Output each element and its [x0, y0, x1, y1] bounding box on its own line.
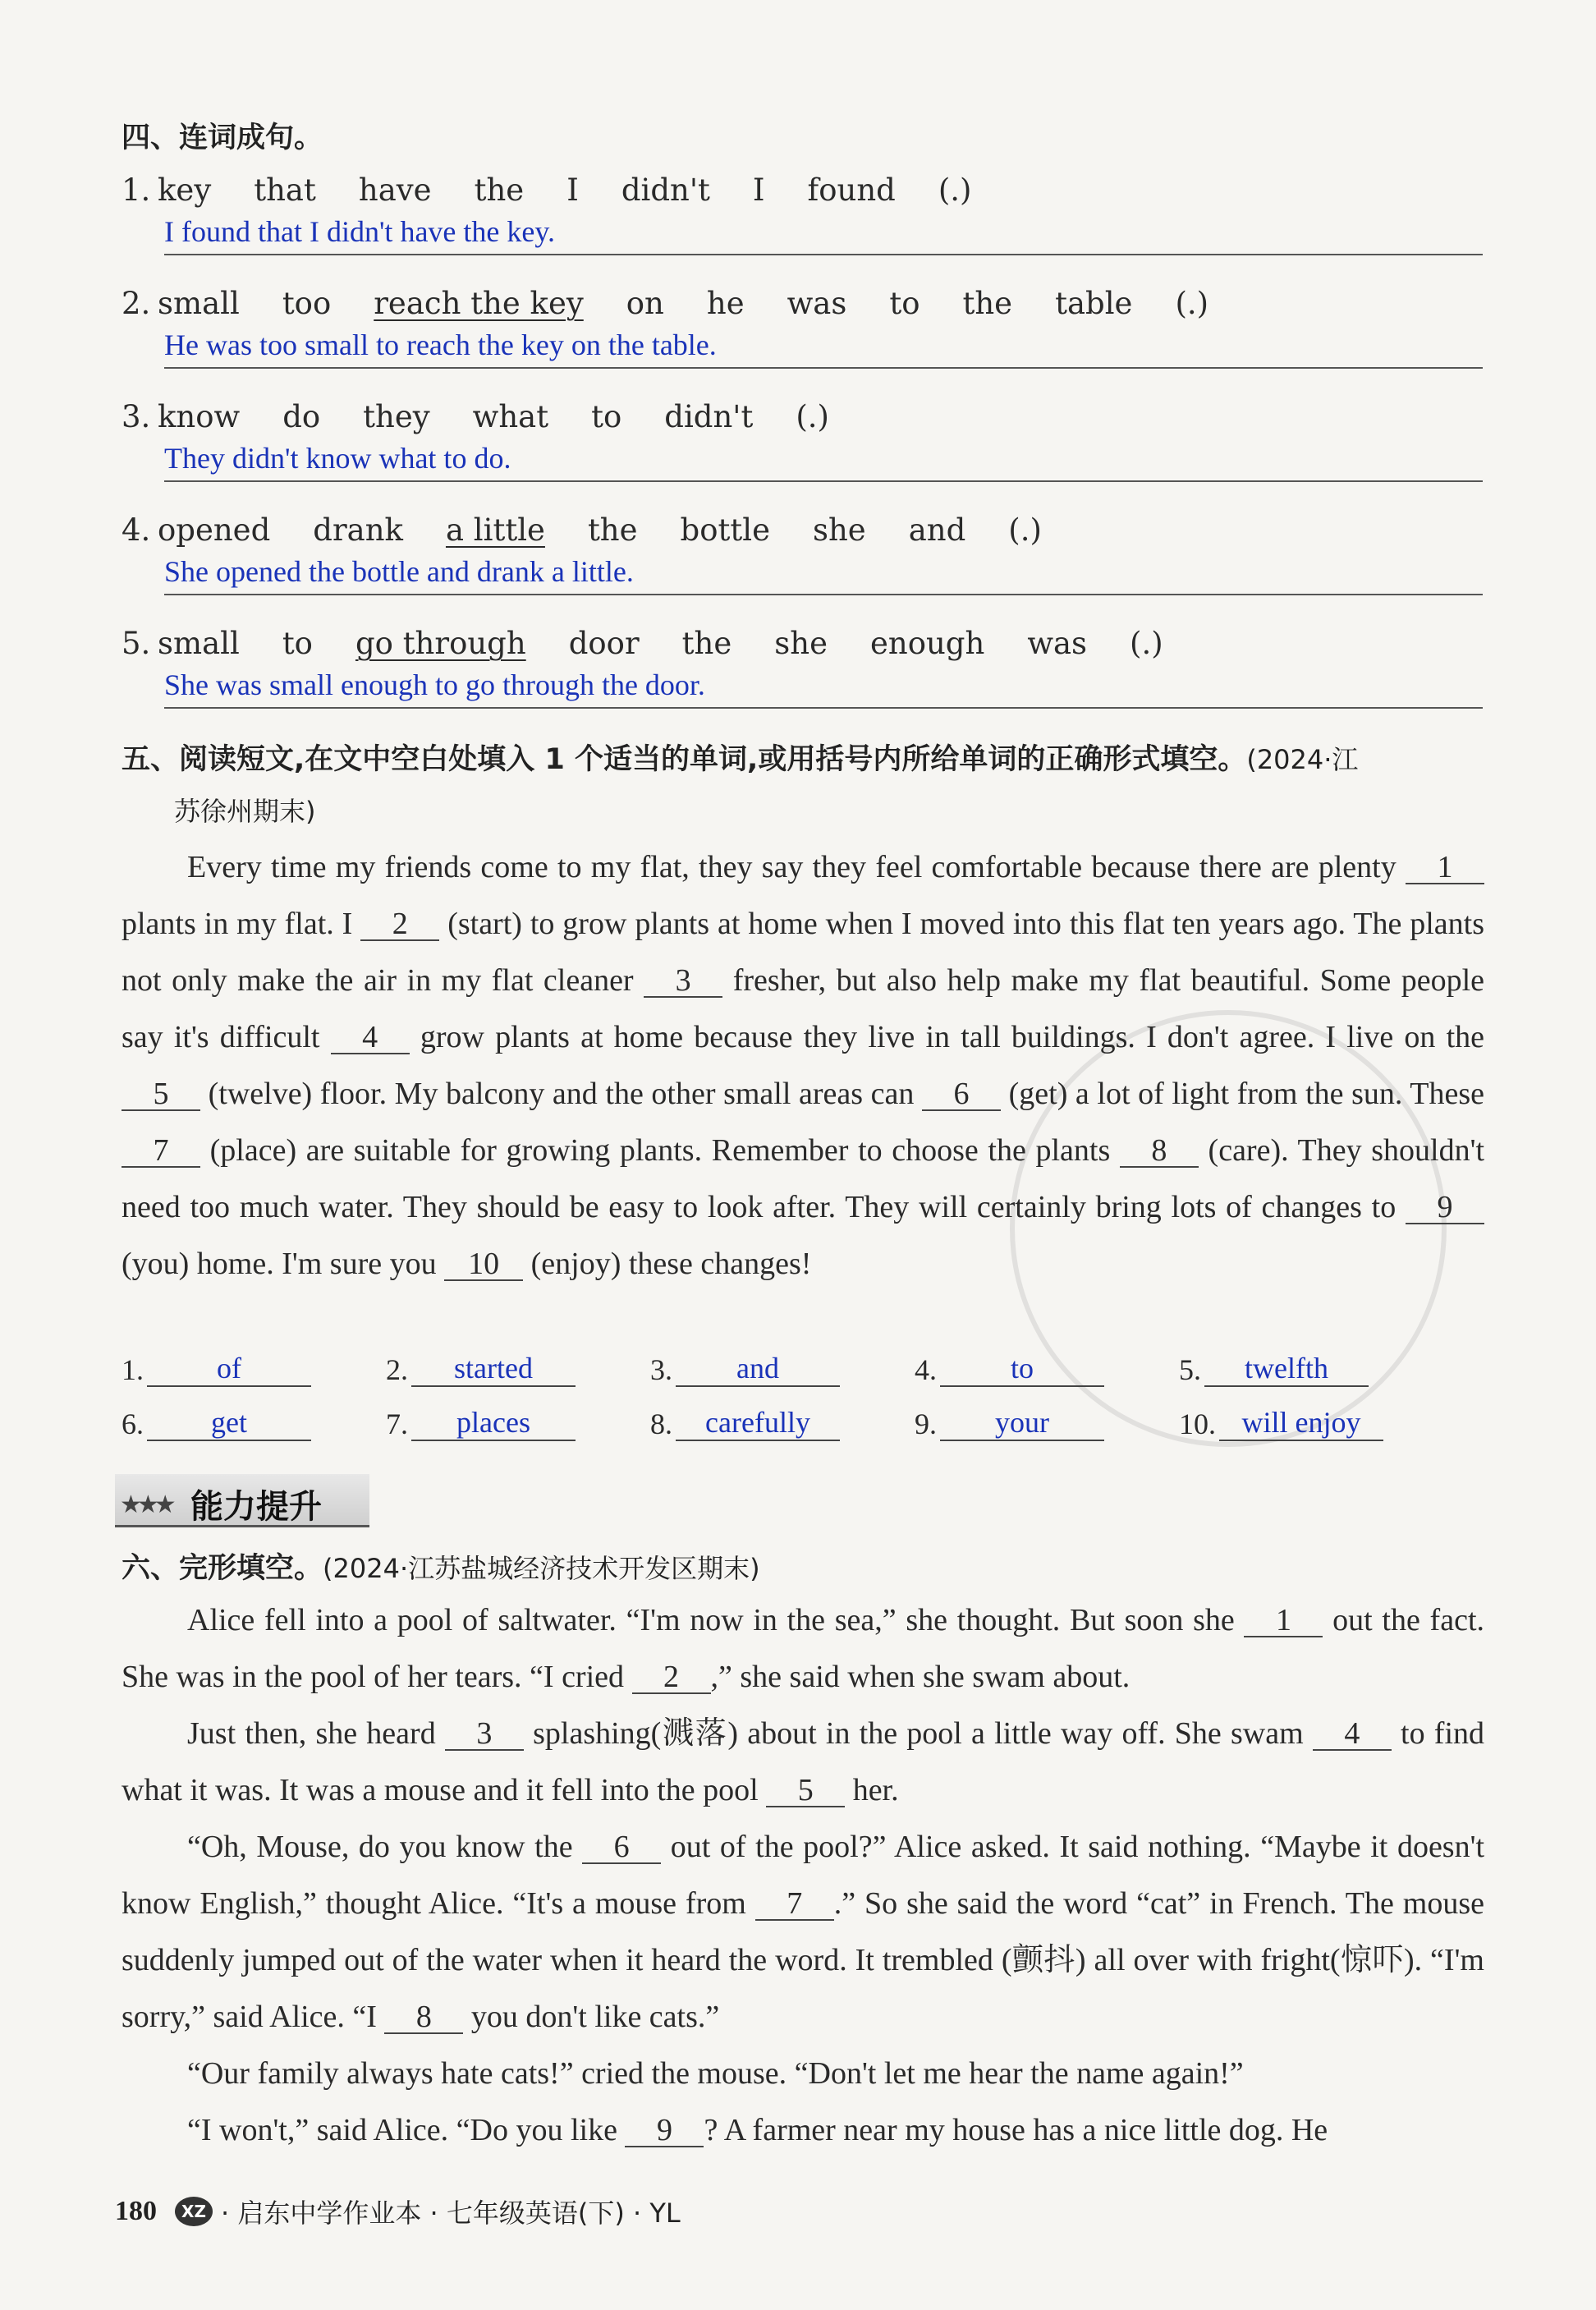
- cloze-blank-9: 9: [625, 2115, 704, 2147]
- scrambled-word: on: [626, 286, 664, 321]
- scrambled-word: go through: [355, 626, 526, 661]
- scrambled-word: I: [566, 172, 579, 208]
- blank-9: 9: [1406, 1192, 1484, 1224]
- answer-cell: 3. and: [650, 1351, 915, 1387]
- cloze-blank-1: 1: [1244, 1605, 1323, 1637]
- scrambled-word: enough: [869, 626, 985, 661]
- question-number: 2.: [122, 286, 151, 321]
- scrambled-word: she: [812, 512, 866, 548]
- section6-source: (2024·江苏盐城经济技术开发区期末): [323, 1553, 760, 1584]
- passage-text: splashing(溅落) about in the pool a little way off. She swam: [533, 1716, 1304, 1751]
- question-2: [122, 286, 1484, 369]
- answer-value: get: [147, 1405, 311, 1441]
- answer-sentence: She was small enough to go through the door.: [164, 668, 1483, 709]
- answer-cell: 5. twelfth: [1179, 1351, 1443, 1387]
- answer-value: of: [147, 1351, 311, 1387]
- scrambled-word: to: [889, 286, 920, 321]
- question-words: [122, 626, 1484, 661]
- scrambled-word: bottle: [680, 512, 770, 548]
- section5-instruction: 五、阅读短文,在文中空白处填入 1 个适当的单词,或用括号内所给单词的正确形式填空。: [122, 743, 1247, 776]
- scrambled-word: a little: [445, 512, 545, 548]
- scrambled-word: know: [158, 399, 241, 434]
- passage-text: “Our family always hate cats!” cried the mouse. “Don't let me hear the name again!”: [187, 2056, 1244, 2091]
- passage-text: (place) are suitable for growing plants. Remember to choose the plants: [209, 1133, 1111, 1168]
- cloze-blank-2: 2: [632, 1661, 711, 1694]
- scrambled-word: (.): [1130, 626, 1163, 661]
- scrambled-word: and: [908, 512, 966, 548]
- scrambled-word: found: [807, 172, 896, 208]
- answer-value: started: [411, 1351, 576, 1387]
- scrambled-word: to: [591, 399, 622, 434]
- answer-cell: 6. get: [122, 1405, 386, 1441]
- blank-6: 6: [922, 1078, 1001, 1111]
- passage-text: .” So she said the word “cat” in French. The mouse suddenly jumped out of the water when it heard the word. It trembled (颤抖) all over with fright(惊吓). “I'm sorry,” said Alice. “I: [122, 1886, 1485, 2034]
- question-words: [122, 512, 1484, 548]
- scrambled-word: they: [363, 399, 430, 434]
- section5-source-b: 苏徐州期末): [174, 796, 316, 827]
- section6-passage: [122, 1592, 1484, 2159]
- cloze-blank-7: 7: [755, 1888, 834, 1921]
- section5-source-a: (2024·江: [1246, 744, 1359, 775]
- scrambled-word: (.): [1175, 286, 1209, 321]
- banner-label: 能力提升: [190, 1488, 322, 1526]
- passage-text: to find what it was. It was a mouse and it fell into the pool: [122, 1716, 1485, 1807]
- scrambled-word: to: [282, 626, 313, 661]
- answer-sentence: I found that I didn't have the key.: [164, 214, 1483, 255]
- cloze-blank-3: 3: [445, 1718, 524, 1751]
- scrambled-word: he: [706, 286, 745, 321]
- scrambled-word: reach the key: [374, 286, 584, 321]
- scrambled-word: have: [358, 172, 432, 208]
- cloze-blank-5: 5: [766, 1775, 845, 1807]
- passage-text: (you) home. I'm sure you: [122, 1247, 437, 1281]
- answer-cell: 10. will enjoy: [1179, 1405, 1443, 1441]
- passage-text: (enjoy) these changes!: [530, 1247, 812, 1281]
- blank-7: 7: [122, 1135, 200, 1168]
- passage-text: Just then, she heard: [187, 1716, 436, 1751]
- scrambled-word: was: [1027, 626, 1088, 661]
- question-number: 3.: [122, 399, 151, 434]
- scrambled-word: didn't: [621, 172, 710, 208]
- answer-value: will enjoy: [1219, 1405, 1383, 1441]
- stars-icon: ★★★: [120, 1490, 172, 1519]
- answer-value: to: [940, 1351, 1104, 1387]
- scrambled-word: didn't: [664, 399, 754, 434]
- answer-value: and: [676, 1351, 840, 1387]
- scrambled-word: opened: [158, 512, 271, 548]
- passage-text: (get) a lot of light from the sun. These: [1008, 1077, 1485, 1111]
- passage-text: (start) to grow plants at home when I moved into this flat ten years ago. The plants not only make the air in my flat cleaner: [122, 907, 1485, 998]
- answer-cell: 1. of: [122, 1351, 386, 1387]
- passage-text: Every time my friends come to my flat, they say they feel comfortable because there are plenty: [187, 850, 1396, 884]
- ability-banner: [115, 1474, 369, 1527]
- scrambled-word: (.): [1008, 512, 1042, 548]
- passage-text: (care). They shouldn't need too much water. They should be easy to look after. They will certainly bring lots of changes to: [122, 1133, 1485, 1224]
- answer-sentence: He was too small to reach the key on the table.: [164, 328, 1483, 369]
- answer-cell: 8. carefully: [650, 1405, 915, 1441]
- scrambled-word: the: [587, 512, 638, 548]
- passage-text: “I won't,” said Alice. “Do you like: [187, 2113, 617, 2147]
- answer-sentence: She opened the bottle and drank a little.: [164, 554, 1483, 595]
- question-number: 5.: [122, 626, 151, 661]
- answer-cell: 4. to: [915, 1351, 1179, 1387]
- section4-title: 四、连词成句。: [122, 122, 323, 154]
- cloze-blank-8: 8: [384, 2001, 463, 2034]
- scrambled-word: small: [158, 626, 240, 661]
- scrambled-word: table: [1055, 286, 1133, 321]
- blank-1: 1: [1406, 852, 1484, 884]
- question-words: [122, 399, 1484, 434]
- passage-text: “Oh, Mouse, do you know the: [187, 1830, 573, 1864]
- blank-10: 10: [444, 1248, 523, 1281]
- section5-passage: [122, 839, 1484, 1293]
- blank-5: 5: [122, 1078, 200, 1111]
- scrambled-word: what: [472, 399, 549, 434]
- answer-row: [122, 1351, 1484, 1387]
- scrambled-word: do: [282, 399, 321, 434]
- page-number: 180: [115, 2196, 157, 2226]
- answer-cell: 2. started: [386, 1351, 650, 1387]
- section6-title: 六、完形填空。(2024·江苏盐城经济技术开发区期末): [122, 1552, 760, 1585]
- question-words: [122, 172, 1484, 208]
- question-number: 1.: [122, 172, 151, 208]
- answer-value: places: [411, 1405, 576, 1441]
- scrambled-word: drank: [313, 512, 403, 548]
- blank-4: 4: [331, 1022, 410, 1054]
- passage-text: out the fact. She was in the pool of her tears. “I cried: [122, 1603, 1485, 1694]
- question-5: [122, 626, 1484, 709]
- answer-value: your: [940, 1405, 1104, 1441]
- passage-text: grow plants at home because they live in tall buildings. I don't agree. I live on the: [420, 1020, 1485, 1054]
- scrambled-word: the: [962, 286, 1013, 321]
- blank-2: 2: [360, 908, 439, 941]
- question-words: [122, 286, 1484, 321]
- section5-source-line2: [174, 791, 316, 829]
- answer-row: [122, 1405, 1484, 1441]
- section5-title: [122, 737, 1358, 778]
- passage-text: Alice fell into a pool of saltwater. “I'm now in the sea,” she thought. But soon she: [187, 1603, 1235, 1637]
- answer-sentence: They didn't know what to do.: [164, 441, 1483, 482]
- scrambled-word: was: [787, 286, 847, 321]
- question-number: 4.: [122, 512, 151, 548]
- passage-text: fresher, but also help make my flat beautiful. Some people say it's difficult: [122, 963, 1485, 1054]
- page-footer: [115, 2193, 681, 2230]
- section5-answers: [122, 1351, 1484, 1459]
- question-1: [122, 172, 1484, 255]
- answer-value: twelfth: [1204, 1351, 1369, 1387]
- scrambled-word: too: [282, 286, 332, 321]
- scrambled-word: the: [681, 626, 732, 661]
- cloze-blank-6: 6: [582, 1831, 661, 1864]
- passage-text: (twelve) floor. My balcony and the other small areas can: [208, 1077, 915, 1111]
- question-4: [122, 512, 1484, 595]
- scrambled-word: the: [474, 172, 525, 208]
- scrambled-word: that: [254, 172, 316, 208]
- passage-text: her.: [852, 1773, 899, 1807]
- answer-cell: 7. places: [386, 1405, 650, 1441]
- blank-8: 8: [1120, 1135, 1199, 1168]
- scrambled-word: key: [158, 172, 212, 208]
- scrambled-word: small: [158, 286, 240, 321]
- passage-text: out of the pool?” Alice asked. It said nothing. “Maybe it doesn't know English,” thought Alice. “It's a mouse from: [122, 1830, 1484, 1921]
- answer-cell: 9. your: [915, 1405, 1179, 1441]
- scrambled-word: door: [568, 626, 640, 661]
- passage-text: ? A farmer near my house has a nice little dog. He: [704, 2113, 1328, 2147]
- passage-text: plants in my flat. I: [122, 907, 353, 941]
- passage-text: ,” she said when she swam about.: [710, 1660, 1130, 1694]
- cloze-blank-4: 4: [1313, 1718, 1392, 1751]
- scrambled-word: I: [752, 172, 765, 208]
- scrambled-word: (.): [938, 172, 972, 208]
- scrambled-word: (.): [796, 399, 829, 434]
- question-3: [122, 399, 1484, 482]
- blank-3: 3: [644, 965, 722, 998]
- answer-value: carefully: [676, 1405, 840, 1441]
- publisher-logo: XZ: [175, 2197, 213, 2226]
- passage-text: you don't like cats.”: [470, 2000, 720, 2034]
- footer-text: · 启东中学作业本 · 七年级英语(下) · YL: [221, 2197, 681, 2229]
- scrambled-word: she: [774, 626, 828, 661]
